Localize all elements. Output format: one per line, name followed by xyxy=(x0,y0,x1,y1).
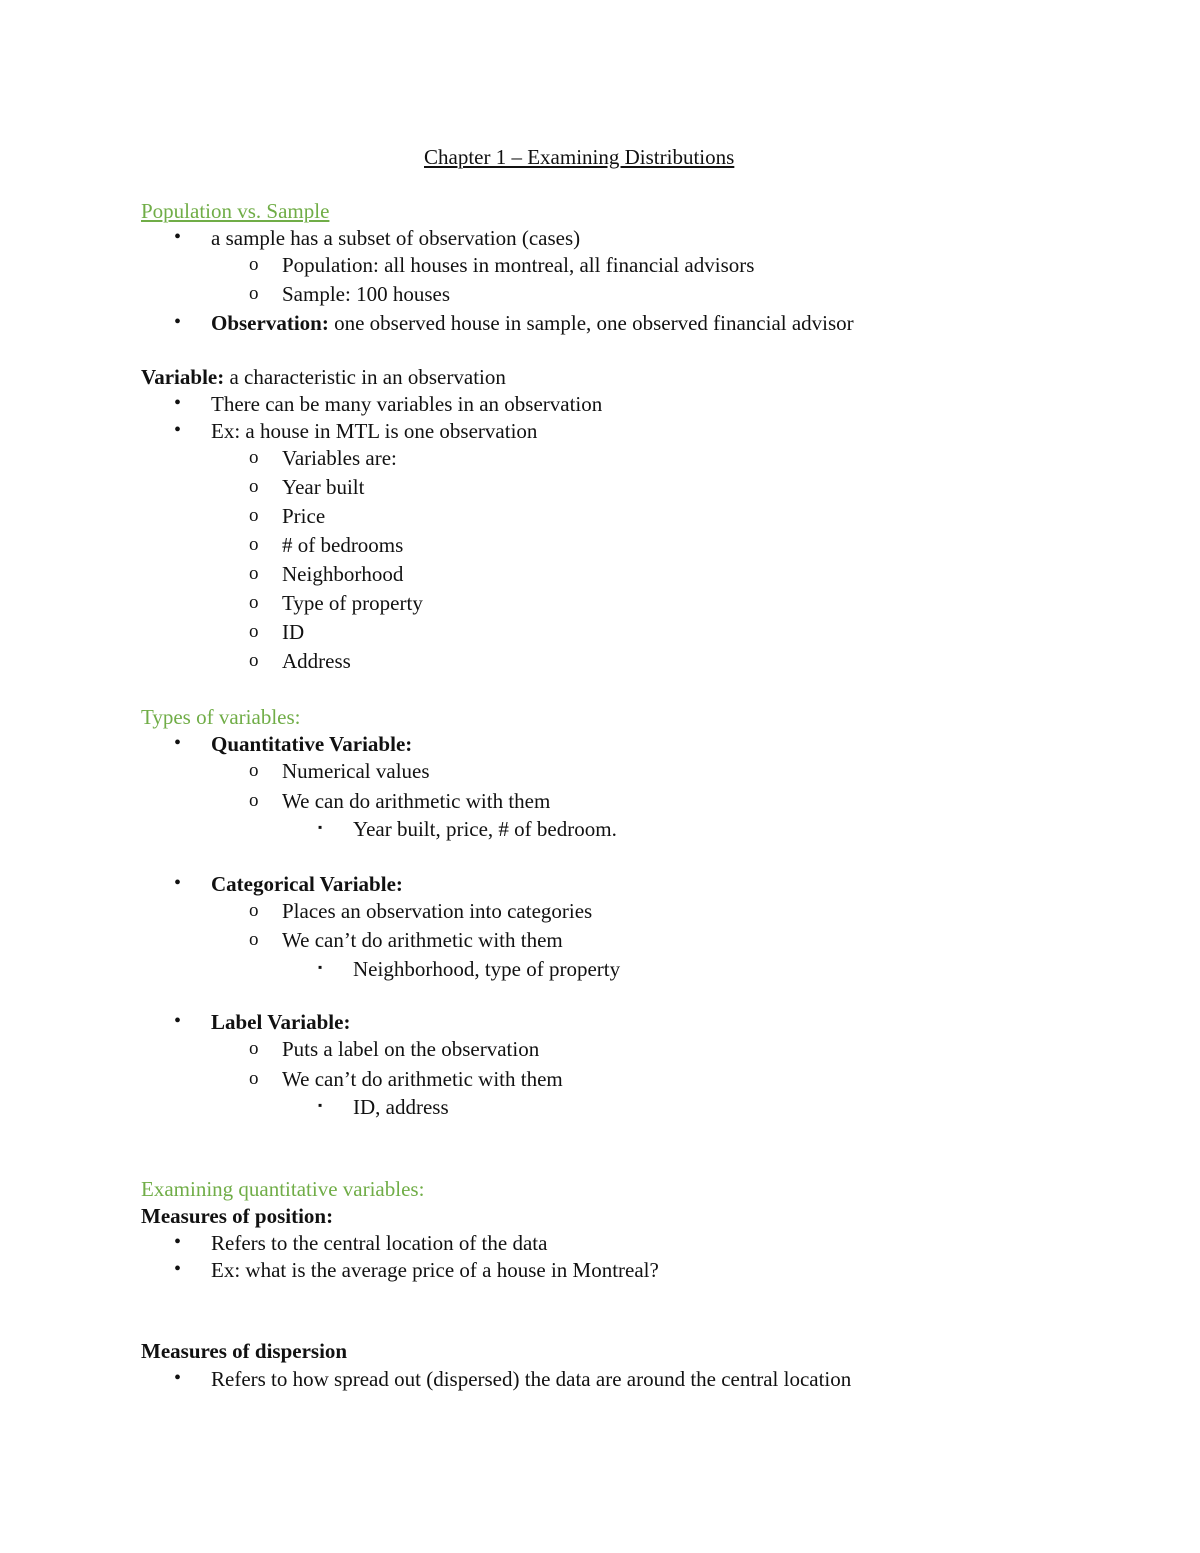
list-item: Puts a label on the observation xyxy=(282,1037,540,1061)
circle-marker: o xyxy=(249,563,259,584)
circle-marker: o xyxy=(249,505,259,526)
bullet-marker: • xyxy=(174,1367,182,1389)
circle-marker: o xyxy=(249,760,259,781)
circle-marker: o xyxy=(249,447,259,468)
bullet-marker: • xyxy=(174,419,182,441)
circle-marker: o xyxy=(249,1038,259,1059)
term-observation: Observation: xyxy=(211,311,329,335)
circle-marker: o xyxy=(249,1068,259,1089)
list-item: ID xyxy=(282,620,305,644)
definition-text: one observed house in sample, one observed financial advisor xyxy=(334,311,854,335)
circle-marker: o xyxy=(249,900,259,921)
variable-definition xyxy=(141,364,506,390)
bullet-marker: • xyxy=(174,1010,182,1032)
circle-marker: o xyxy=(249,283,259,304)
list-item: Neighborhood xyxy=(282,562,404,586)
list-item: Ex: a house in MTL is one observation xyxy=(211,419,538,443)
term-label: Label Variable: xyxy=(211,1010,351,1034)
list-item: Type of property xyxy=(282,591,423,615)
list-item: Price xyxy=(282,504,326,528)
term-variable: Variable: xyxy=(141,365,225,389)
list-item: We can’t do arithmetic with them xyxy=(282,1067,563,1091)
square-marker: ▪ xyxy=(318,820,323,834)
square-marker: ▪ xyxy=(318,960,323,974)
square-marker: ▪ xyxy=(318,1098,323,1112)
circle-marker: o xyxy=(249,592,259,613)
list-item: Refers to the central location of the data xyxy=(211,1231,548,1255)
list-item: Variables are: xyxy=(282,446,397,470)
term-categorical: Categorical Variable: xyxy=(211,872,403,896)
term-quantitative: Quantitative Variable: xyxy=(211,732,413,756)
circle-marker: o xyxy=(249,476,259,497)
list-item: There can be many variables in an observation xyxy=(211,392,603,416)
list-item xyxy=(211,310,854,336)
list-item: We can do arithmetic with them xyxy=(282,789,551,813)
list-item: a sample has a subset of observation (cases) xyxy=(211,226,581,250)
bullet-marker: • xyxy=(174,392,182,414)
list-item: Sample: 100 houses xyxy=(282,282,450,306)
list-item xyxy=(211,1009,350,1035)
bullet-marker: • xyxy=(174,872,182,894)
circle-marker: o xyxy=(249,650,259,671)
list-item: Ex: what is the average price of a house in Montreal? xyxy=(211,1258,659,1282)
list-item: Refers to how spread out (dispersed) the data are around the central location xyxy=(211,1367,852,1391)
list-item: Population: all houses in montreal, all financial advisors xyxy=(282,253,755,277)
page-title: Chapter 1 – Examining Distributions xyxy=(424,145,735,169)
circle-marker: o xyxy=(249,621,259,642)
section-heading-examining-quantitative: Examining quantitative variables: xyxy=(141,1177,425,1201)
section-heading-types-of-variables: Types of variables: xyxy=(141,705,301,729)
subheading-measures-of-dispersion: Measures of dispersion xyxy=(141,1339,348,1363)
list-item: Neighborhood, type of property xyxy=(353,957,621,981)
subheading-measures-of-position: Measures of position: xyxy=(141,1204,334,1228)
list-item: # of bedrooms xyxy=(282,533,404,557)
list-item: Year built, price, # of bedroom. xyxy=(353,817,617,841)
bullet-marker: • xyxy=(174,226,182,248)
list-item: Address xyxy=(282,649,351,673)
definition-text: a characteristic in an observation xyxy=(229,365,506,389)
section-heading-population-vs-sample: Population vs. Sample xyxy=(141,199,330,223)
circle-marker: o xyxy=(249,534,259,555)
bullet-marker: • xyxy=(174,732,182,754)
list-item: ID, address xyxy=(353,1095,449,1119)
list-item: Places an observation into categories xyxy=(282,899,593,923)
list-item: Year built xyxy=(282,475,365,499)
list-item: Numerical values xyxy=(282,759,430,783)
circle-marker: o xyxy=(249,929,259,950)
bullet-marker: • xyxy=(174,311,182,333)
list-item xyxy=(211,871,403,897)
list-item: We can’t do arithmetic with them xyxy=(282,928,563,952)
circle-marker: o xyxy=(249,790,259,811)
list-item xyxy=(211,731,412,757)
bullet-marker: • xyxy=(174,1258,182,1280)
circle-marker: o xyxy=(249,254,259,275)
bullet-marker: • xyxy=(174,1231,182,1253)
